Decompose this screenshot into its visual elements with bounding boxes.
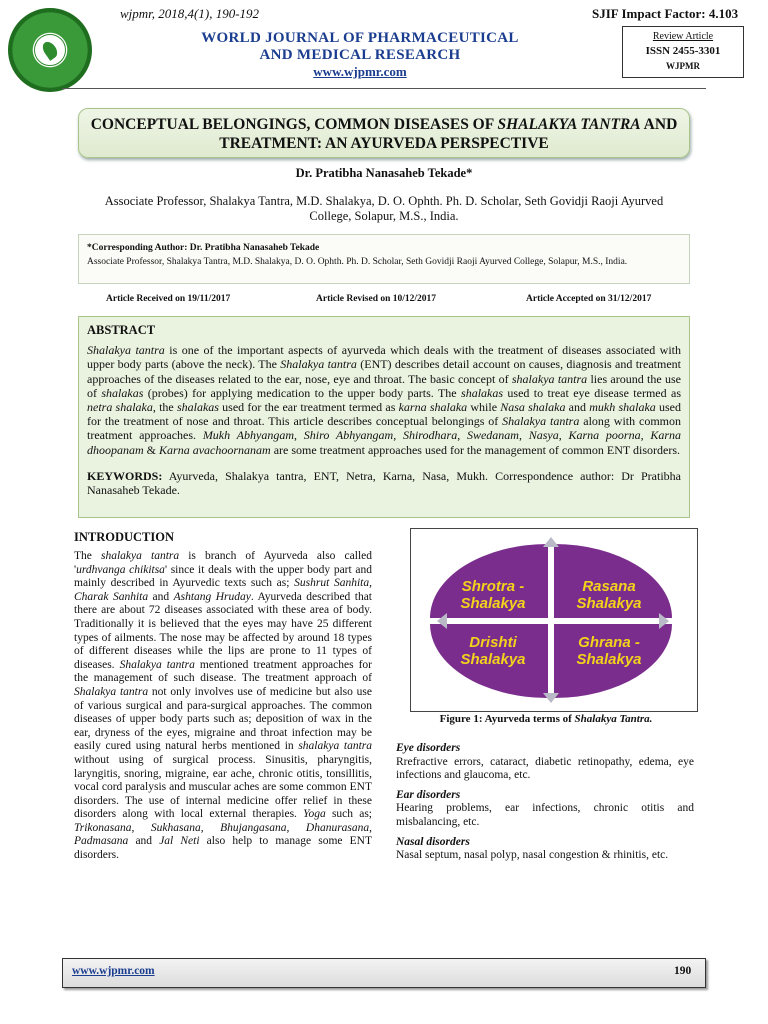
disorder-text: Rrefractive errors, cataract, diabetic retinopathy, edema, eye infections and glaucoma, etc.: [396, 755, 694, 782]
italic-term: Karna poorna: [568, 428, 641, 443]
italic-term: Dhanurasana: [305, 821, 370, 834]
introduction-heading: INTRODUCTION: [74, 530, 175, 544]
corresponding-author-box: [78, 234, 690, 284]
caption-italic: Shalakya Tantra.: [574, 713, 653, 725]
text-run: ,: [558, 428, 569, 443]
text-run: such as;: [325, 808, 372, 821]
footer-bar: [62, 958, 706, 988]
italic-term: Nasya: [528, 428, 559, 443]
text-run: ,: [294, 428, 304, 443]
caption-prefix: Figure 1: Ayurveda terms of: [439, 713, 575, 725]
italic-term: shalakya tantra: [101, 550, 180, 562]
text-run: lies around the use of: [87, 371, 681, 400]
figure-diagram: [411, 529, 697, 711]
text-run: not only involves use of medicine but also use of various surgical and para-surgical approaches. The common diseases of upper body parts such as; deposition of wax in the ear, dryness of the eyes, migraine and throat infection may be easily cured using natural herbs mentioned in: [74, 685, 372, 753]
disorder-title: Ear disorders: [396, 788, 461, 801]
disorder-title: Nasal disorders: [396, 835, 470, 848]
quadrant-label: Ghrana -: [578, 634, 640, 651]
article-type: Review Article: [652, 31, 714, 42]
text-run: without using of surgical process. Sinusitis, pharyngitis, laryngitis, snoring, migraine, ear ache, chronic otitis, tonsillitis, vocal cord paralysis and muscular aches are some common ENT disorders. The use of internal medicine offer relief in these disorders along with local external therapies.: [74, 753, 372, 821]
text-run: ,: [200, 821, 221, 834]
italic-term: Charak Sanhita: [74, 590, 149, 603]
quadrant-label: Shalakya: [460, 595, 526, 612]
date-received: Article Received on 19/11/2017: [106, 294, 231, 304]
quadrant-label: Drishti: [469, 634, 517, 651]
text-run: ' since it deals with the upper body part and mainly described in Ayurvedic texts such as;: [74, 563, 372, 590]
quadrant-label: Shrotra -: [461, 578, 525, 595]
italic-term: shalakas: [461, 385, 504, 400]
text-run: ,: [640, 428, 651, 443]
journal-name: [160, 30, 560, 64]
journal-url-link[interactable]: www.wjpmr.com: [313, 64, 407, 79]
italic-term: Padmasana: [74, 835, 129, 848]
disorder-text: Nasal septum, nasal polyp, nasal congestion & rhinitis, etc.: [396, 849, 669, 862]
italic-term: Shalakya tantra: [74, 685, 149, 698]
leaf-icon: [40, 39, 60, 61]
italic-term: Trikonasana: [74, 821, 132, 834]
journal-abbr: WJPMR: [666, 61, 700, 71]
italic-term: Shalakya tantra: [87, 343, 165, 358]
title-part2: AND TREATMENT: AN AYURVEDA PERSPECTIVE: [219, 116, 678, 152]
issn: ISSN 2455-3301: [645, 45, 721, 57]
author-name: Dr. Pratibha Nanasaheb Tekade*: [295, 166, 473, 180]
text-run: ,: [393, 428, 403, 443]
page-number: 190: [674, 965, 692, 977]
italic-term: Swedanam: [466, 428, 519, 443]
text-run: and: [148, 590, 174, 603]
quadrant-label: Shalakya: [576, 595, 642, 612]
italic-term: shalakya tantra: [298, 740, 372, 753]
quadrant-label: Shalakya: [576, 651, 642, 668]
arrow-top-icon: [543, 537, 559, 547]
introduction-paragraph: [74, 550, 372, 863]
keywords: [87, 469, 681, 497]
disorder-text: Hearing problems, ear infections, chronic otitis and misbalancing, etc.: [396, 802, 694, 828]
italic-term: Shalakya tantra: [119, 658, 195, 671]
italic-term: mukh shalaka: [589, 400, 656, 415]
text-run: mentioned treatment approaches for the management of such disease. The treatment approach of: [74, 658, 372, 685]
text-run: while: [467, 400, 501, 415]
italic-term: urdhvanga chikitsa: [76, 563, 165, 576]
italic-term: Bhujangasana: [220, 821, 287, 834]
italic-term: Mukh Abhyangam: [202, 428, 294, 443]
italic-term: Sushrut Sanhita: [294, 577, 370, 590]
text-run: ,: [369, 821, 373, 834]
text-run: ,: [286, 821, 306, 834]
corresponding-label: *Corresponding Author: Dr. Pratibha Nanasaheb Tekade: [87, 243, 320, 253]
abstract-box: [78, 316, 690, 518]
footer-url-link[interactable]: www.wjpmr.com: [72, 965, 155, 977]
journal-logo: [8, 8, 92, 92]
title-part1: CONCEPTUAL BELONGINGS, COMMON DISEASES OF: [90, 116, 498, 133]
text-run: used for the treatment of nose and throat. This article describes conceptual belongings of: [87, 400, 681, 429]
italic-term: Nasa shalaka: [500, 400, 566, 415]
review-article-box: [622, 26, 744, 78]
text-run: &: [143, 442, 160, 457]
disorders-list: [396, 742, 694, 863]
figure-1: [410, 528, 698, 712]
italic-term: Jal Neti: [159, 835, 200, 848]
disorder-title: Eye disorders: [396, 742, 461, 754]
text-run: , the: [152, 400, 177, 415]
figure-caption: [396, 713, 696, 725]
italic-term: netra shalaka: [87, 400, 153, 415]
italic-term: shalakas: [176, 400, 219, 415]
abstract-heading: ABSTRACT: [87, 323, 156, 337]
quadrant-label: Rasana: [582, 578, 636, 595]
journal-name-line1: WORLD JOURNAL OF PHARMACEUTICAL: [201, 30, 519, 46]
text-run: (ENT) describes detail account on causes, diagnosis and treatment approaches of the diseases related to the ear, nose, eye and throat. The basic concept of: [87, 357, 681, 386]
text-run: ,: [457, 428, 467, 443]
text-run: The: [74, 550, 101, 562]
journal-name-line2: AND MEDICAL RESEARCH: [259, 47, 461, 63]
author-affiliation: Associate Professor, Shalakya Tantra, M.D. Shalakya, D. O. Ophth. Ph. D. Scholar, Seth Govidji Raoji Ayurved College, Solapur, M.S., India.: [104, 194, 664, 223]
corresponding-affiliation: Associate Professor, Shalakya Tantra, M.D. Shalakya, D. O. Ophth. Ph. D. Scholar, Seth Govidji Raoji Ayurved College, Solapur, M.S., India.: [87, 257, 628, 267]
italic-term: Shiro Abhyangam: [303, 428, 394, 443]
italic-term: Karna dhoopanam: [87, 428, 682, 457]
italic-term: karna shalaka: [398, 400, 468, 415]
italic-term: Ashtang Hruday: [173, 590, 251, 603]
text-run: is branch of Ayurveda also called ': [74, 550, 372, 576]
keywords-text: Ayurveda, Shalakya tantra, ENT, Netra, Karna, Nasa, Mukh. Correspondence author: Dr Pratibha Nanasaheb Tekade.: [87, 468, 681, 498]
text-run: . Ayurveda described that there are about 72 diseases associated with these area of body. Traditionally it is believed that the eyes may have 25 different types of ailments. The nose may be affected by around 18 types of different diseases while the lips are prone to 11 types of diseases.: [74, 590, 372, 671]
text-run: also help to manage some ENT disorders.: [74, 835, 373, 862]
text-run: are some treatment approaches used for the management of common ENT disorders.: [270, 442, 680, 457]
quadrant-label: Shalakya: [460, 651, 526, 668]
text-run: is one of the important aspects of ayurveda which deals with the treatment of diseases associated with upper body parts (above the neck). The: [87, 343, 681, 372]
text-run: used for the ear treatment termed as: [218, 400, 399, 415]
text-run: ,: [518, 428, 529, 443]
date-revised: Article Revised on 10/12/2017: [316, 294, 437, 304]
text-run: and: [565, 400, 590, 415]
article-title: [78, 108, 690, 158]
impact-factor: SJIF Impact Factor: 4.103: [592, 6, 739, 21]
keywords-label: KEYWORDS:: [87, 468, 163, 483]
text-run: and: [128, 835, 160, 848]
italic-term: Shalakya tantra: [280, 357, 357, 372]
header-divider: [62, 88, 706, 89]
italic-term: shalakya tantra: [511, 371, 588, 386]
text-run: used to treat eye disease termed as: [503, 385, 682, 400]
italic-term: Shalakya tantra: [502, 414, 580, 429]
date-accepted: Article Accepted on 31/12/2017: [526, 294, 652, 304]
text-run: ,: [131, 821, 151, 834]
arrow-bottom-icon: [543, 693, 559, 703]
italic-term: Shirodhara: [402, 428, 458, 443]
italic-term: Karna avachoornanam: [159, 442, 271, 457]
italic-term: Yoga: [303, 808, 326, 821]
text-run: along with common treatment approaches.: [87, 414, 681, 443]
abstract-paragraph: [87, 343, 681, 457]
citation: wjpmr, 2018,4(1), 190-192: [120, 6, 260, 21]
title-italic: SHALAKYA TANTRA: [497, 116, 641, 133]
italic-term: shalakas: [101, 385, 144, 400]
text-run: (probes) for applying medication to the upper body parts. The: [143, 385, 462, 400]
logo-emblem: [34, 34, 66, 66]
text-run: ,: [369, 577, 372, 590]
italic-term: Sukhasana: [150, 821, 201, 834]
